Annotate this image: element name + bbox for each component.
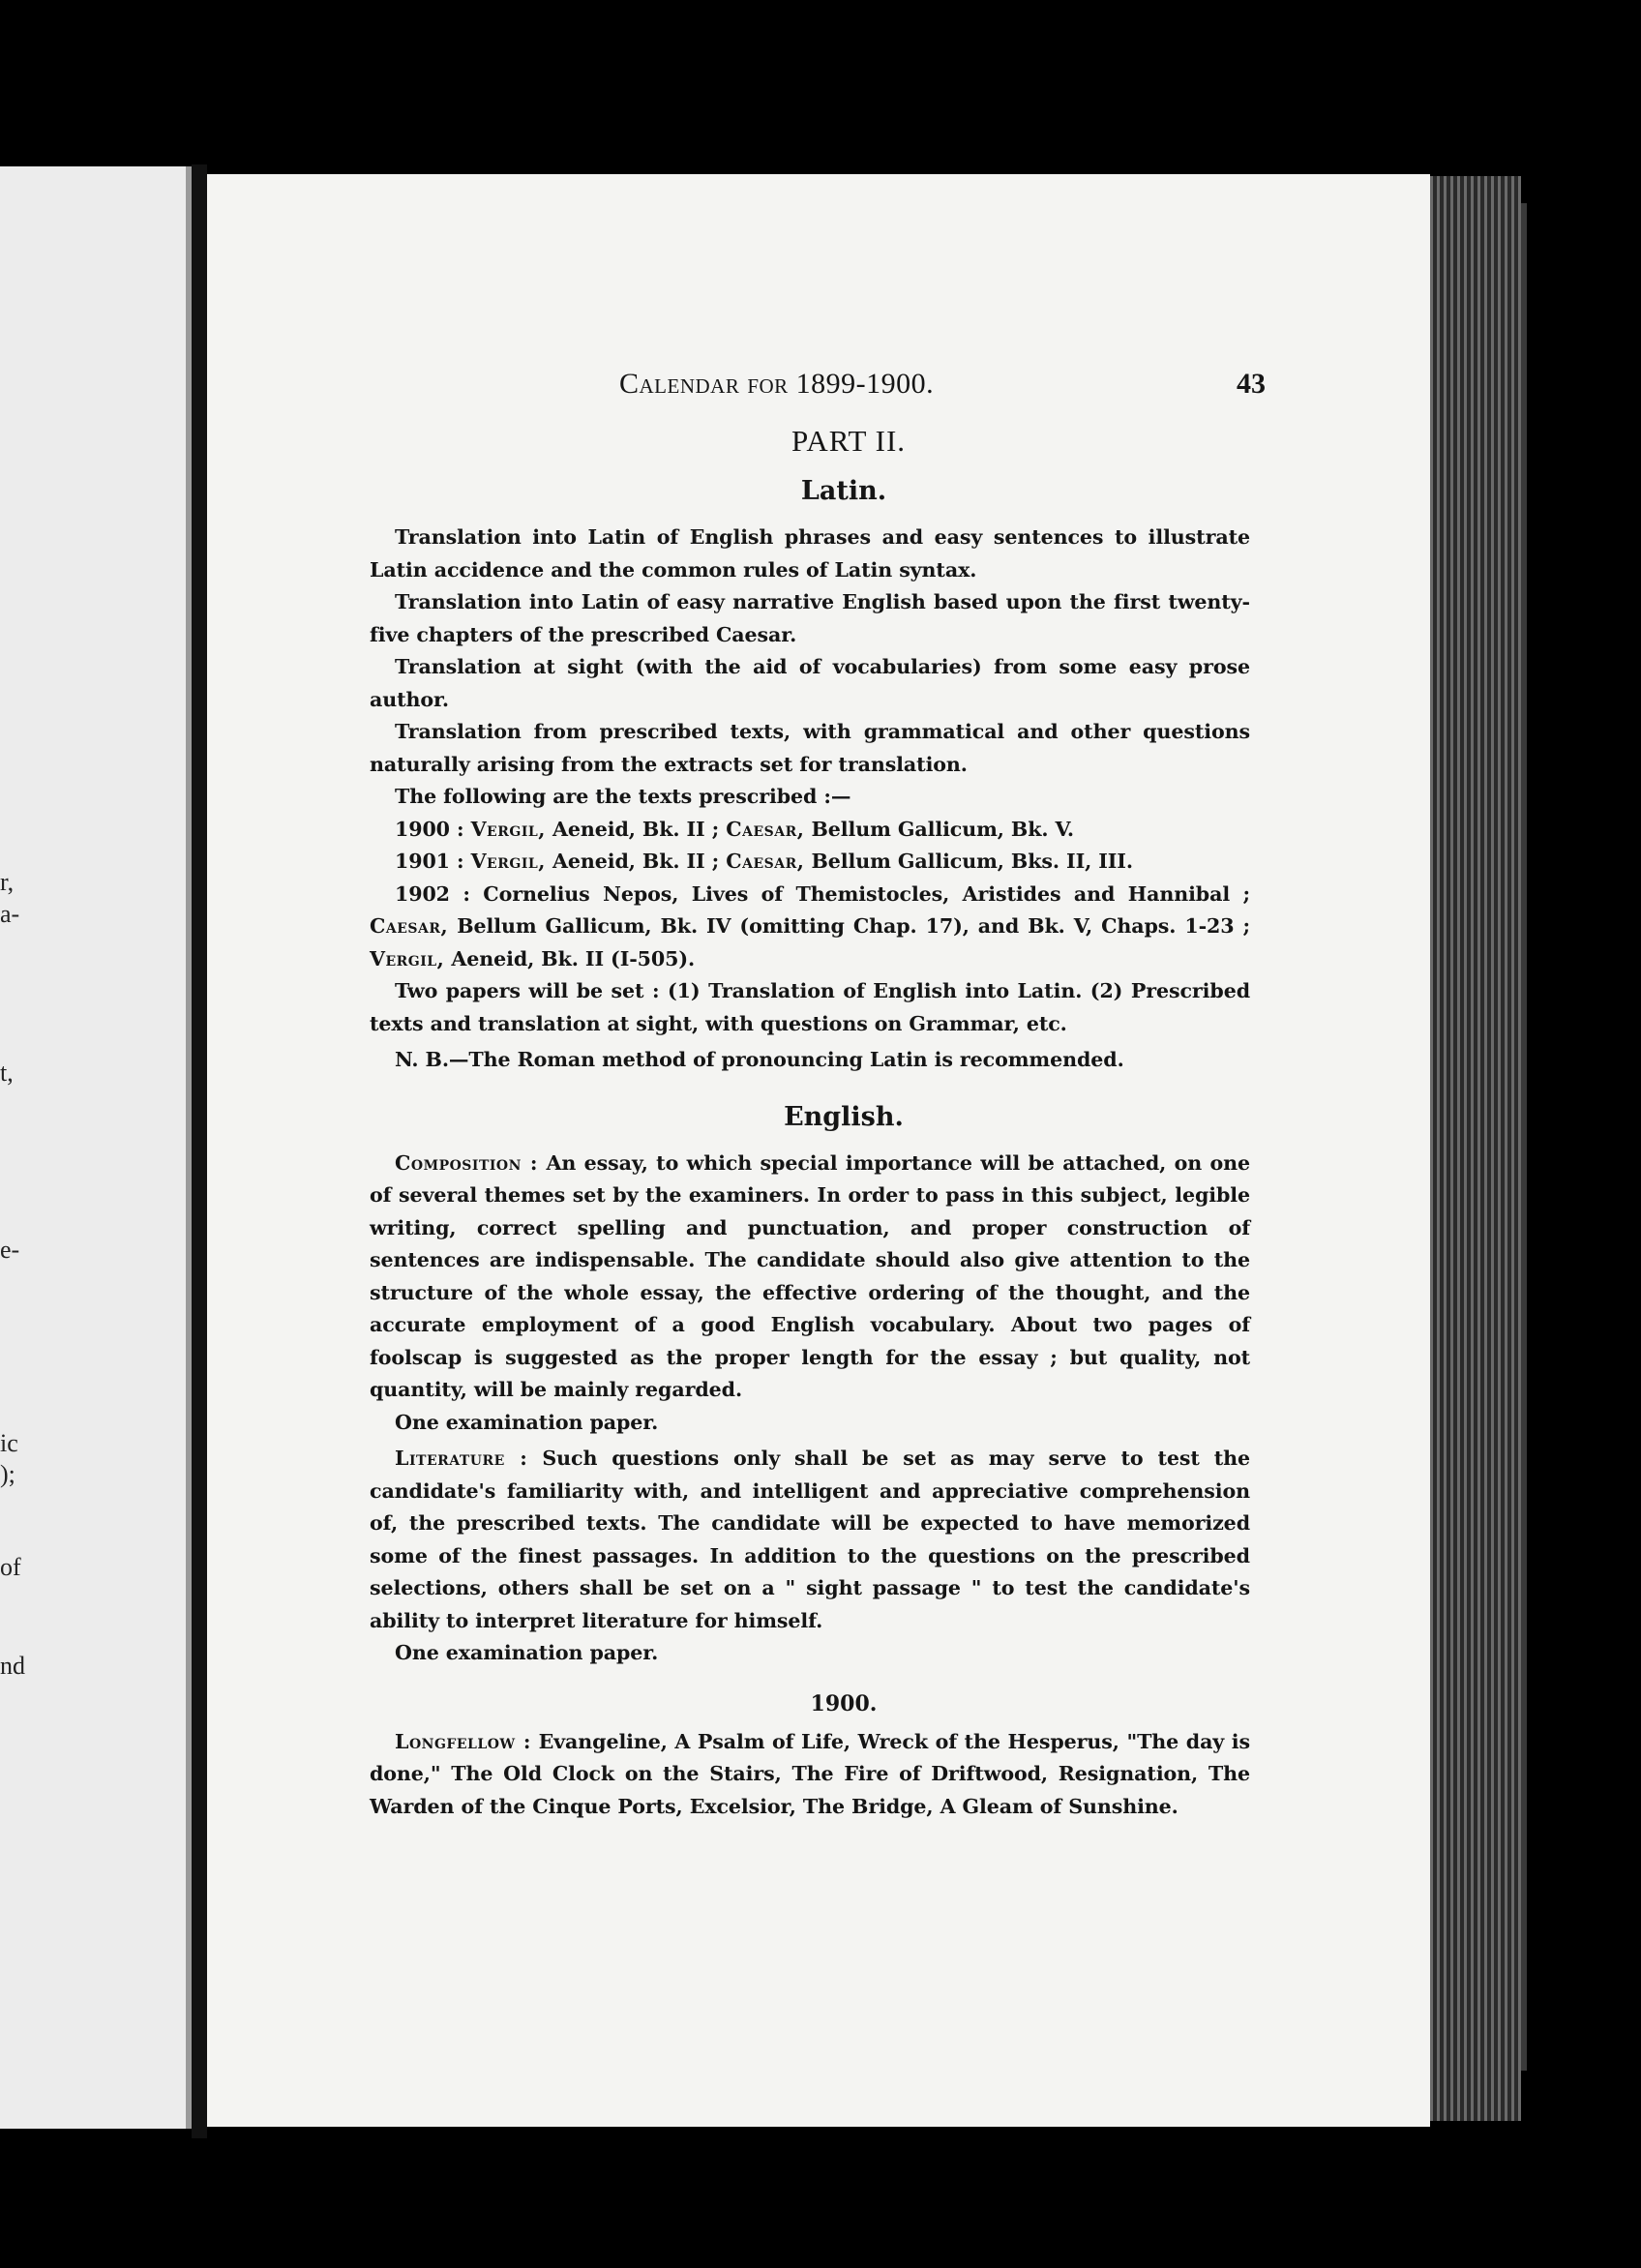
year-label: 1902 : [395,881,470,906]
running-header [370,368,1266,410]
part-title: PART II. [791,424,907,458]
running-title: Calendar for 1899-1900. [619,368,935,400]
composition-paragraph [370,1148,1250,1407]
composition-label: Composition : [395,1150,539,1175]
author-name: Vergil, [470,850,546,873]
left-fragment: a- [0,900,20,928]
facing-page-fragment [0,166,192,2129]
work-title: Bellum Gallicum, Bk. V. [811,817,1074,841]
book-page [207,174,1430,2127]
paragraph: Translation into Latin of easy narrative English based upon the first twenty-five chapters of the prescribed Caesar. [370,590,1250,646]
left-fragment: nd [0,1652,25,1680]
paragraph: Translation from prescribed texts, with grammatical and other questions naturally arising from the extracts set for translation. [370,720,1250,776]
page-edges [1430,176,1521,2121]
author-name: Caesar, [726,817,805,841]
paragraph: Translation into Latin of English phrases and easy sentences to illustrate Latin accidence and the common rules of Latin syntax. [370,525,1250,582]
literature-text: Such questions only shall be set as may serve to test the candidate's familiarity with, and intelligent and appreciative comprehension of, the prescribed texts. The candidate will be expected to have memorized some of the finest passages. In addition to the questions on the prescribed selections, others shall be set on a " sight passage " to test the candidate's ability to interpret literature for himself. [370,1447,1250,1632]
left-fragment: r, [0,868,15,896]
author-name: Vergil, [370,946,445,970]
year-label: 1900 : [395,817,464,841]
author-label: Longfellow : [395,1729,531,1753]
author-name: Vergil, [470,817,546,841]
author-name: Caesar, [726,850,805,873]
section-heading-latin: Latin. [800,476,887,506]
literature-label: Literature : [395,1447,528,1470]
prescribed-1902 [370,879,1250,976]
composition-text: An essay, to which special importance will be attached, on one of several themes set by the examiners. In order to pass in this subject, legible writing, correct spelling and punctuation, and proper construction of sentences are indispensable. The candidate should also give attention to the structure of the whole essay, the effective ordering of the thought, and the accurate employment of a good English vocabulary. About two pages of foolscap is suggested as the proper length for the essay ; but quality, not quantity, will be mainly regarded. [370,1150,1251,1401]
work-title: Aeneid, Bk. II ; [552,817,720,841]
latin-section [370,522,1250,1077]
left-fragment: of [0,1553,21,1581]
work-title: Bellum Gallicum, Bk. IV (omitting Chap. 17), and Bk. V, Chaps. 1-23 ; [457,914,1250,938]
section-heading-english: English. [784,1101,904,1132]
paragraph: The following are the texts prescribed :— [395,785,851,808]
paragraph: Two papers will be set : (1) Translation of English into Latin. (2) Prescribed texts and translation at sight, with questions on Grammar, etc. [370,979,1250,1035]
paragraph: One examination paper. [395,1410,659,1434]
left-fragment: ); [0,1460,15,1488]
work-title: Cornelius Nepos, Lives of Themistocles, Aristides and Hannibal ; [483,881,1250,906]
left-fragment: t, [0,1059,14,1087]
prescribed-1901 [370,846,1250,879]
page-content [370,368,1266,1823]
longfellow-paragraph [370,1726,1250,1824]
work-title: Bellum Gallicum, Bks. II, III. [811,850,1133,873]
works-list: Evangeline, A Psalm of Life, Wreck of the Hesperus, "The day is done," The Old Clock on the Stairs, The Fire of Driftwood, Resignation, The Warden of the Cinque Ports, Excelsior, The Bridge, A Gleam of Sunshine. [370,1729,1250,1818]
author-name: Caesar, [370,914,449,938]
year-1900-section [370,1726,1250,1824]
work-title: Aeneid, Bk. II ; [552,850,720,873]
year-heading: 1900. [810,1690,878,1716]
page-edges-shadow [1521,203,1527,2071]
note: N. B.—The Roman method of pronouncing Latin is recommended. [395,1048,1124,1071]
book-gutter [192,164,207,2138]
paragraph: Translation at sight (with the aid of vocabularies) from some easy prose author. [370,655,1250,711]
english-section [370,1148,1250,1670]
left-fragment: e- [0,1236,20,1264]
prescribed-1900 [370,814,1250,847]
work-title: Aeneid, Bk. II (I-505). [451,946,696,970]
left-fragment: ic [0,1429,18,1457]
year-label: 1901 : [395,850,464,873]
literature-paragraph [370,1443,1250,1637]
paragraph: One examination paper. [395,1641,659,1664]
page-number: 43 [1237,368,1266,400]
